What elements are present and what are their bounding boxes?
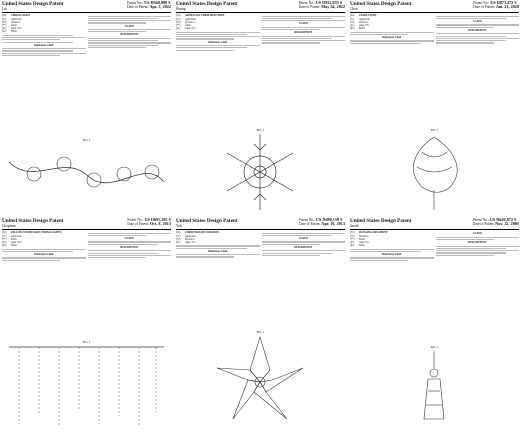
date-label: Date of Patent: <box>298 222 321 227</box>
patent-panel <box>174 0 347 216</box>
refs-heading: References Cited <box>382 253 402 257</box>
biblio-column: (54) CHRISTMAS DECORATION (71) Applicant: (72) Inventor: (21) Appl. No.: References Cited <box>176 231 260 258</box>
appl-no-label: Appl. No.: <box>11 241 23 245</box>
decoration-drawing <box>178 334 343 429</box>
figure-label: FIG. 1 <box>430 128 439 132</box>
claim-heading: CLAIM <box>472 232 482 236</box>
applicant-label: Applicant: <box>185 17 196 21</box>
claim-heading: CLAIM <box>298 237 308 241</box>
appl-no-label: Appl. No.: <box>185 241 197 245</box>
inventor-name: Yeh <box>176 224 182 228</box>
inventor-name: Huang <box>176 7 186 11</box>
patent-no-label: Patent No.: <box>298 218 316 222</box>
patent-title: United States Design Patent <box>2 1 64 7</box>
claim-column <box>88 14 172 57</box>
patent-date: Apr. 16, 2013 <box>321 221 345 227</box>
appl-no-label: Appl. No.: <box>11 27 23 31</box>
claim-heading: CLAIM <box>124 24 134 28</box>
patent-date: Jan. 21, 2020 <box>495 4 519 10</box>
description-heading: DESCRIPTION <box>120 245 139 249</box>
figure-drawing <box>178 330 343 429</box>
claim-column <box>262 14 346 51</box>
patent-date: Apr. 5, 2022 <box>149 4 171 10</box>
patent-heading: HANGING ORNAMENT <box>359 231 388 235</box>
patent-no-label: Patent No.: <box>298 1 315 5</box>
stake-light-drawing <box>352 132 517 212</box>
patent-header <box>2 218 171 230</box>
filed-label: Filed: <box>11 244 18 248</box>
refs-heading: References Cited <box>208 249 228 253</box>
applicant-label: Applicant: <box>11 234 22 238</box>
filed-label: Filed: <box>11 30 18 34</box>
applicant-label: Applicant: <box>359 17 370 21</box>
patent-date: May 24, 2022 <box>321 4 345 10</box>
description-heading: DESCRIPTION <box>294 245 313 249</box>
description-heading: DESCRIPTION <box>294 31 313 35</box>
claim-column <box>262 231 346 258</box>
patent-panel <box>174 217 347 433</box>
biblio-column: (54) STRING LIGHT (71) Applicant: (72) Inventor: (**) Term: (21) Appl. No.: (22) Filed: References Cited <box>2 14 86 57</box>
claim-heading: CLAIM <box>124 237 134 241</box>
refs-heading: References Cited <box>382 36 402 40</box>
claim-heading: CLAIM <box>472 20 482 24</box>
patent-title: United States Design Patent <box>2 218 64 224</box>
patent-number: US D952,935 S <box>315 0 343 5</box>
inventor-label: Inventor: <box>11 20 21 24</box>
appl-no-label: Appl. No.: <box>359 24 371 28</box>
date-label: Date of Patent: <box>473 5 495 10</box>
refs-heading: References Cited <box>34 253 54 257</box>
patent-number: US D873,472 S <box>490 0 517 5</box>
date-label: Date of Patent: <box>472 222 495 227</box>
term-label: Term: <box>185 24 192 28</box>
refs-heading: References Cited <box>34 43 54 47</box>
figure-label: FIG. 1 <box>256 128 265 132</box>
patent-no-label: Patent No.: <box>127 1 144 5</box>
patent-header <box>350 218 519 230</box>
biblio-column: (54) HANGING ORNAMENT (72) Inventor: (**) Term: (21) Appl. No.: (22) Filed: References Cited <box>350 231 434 262</box>
patent-heading: STAKE LIGHT <box>359 14 377 18</box>
date-label: Date of Patent: <box>127 222 149 227</box>
applicant-label: Applicant: <box>11 17 22 21</box>
biblio-column: (54) ARTIFICIAL CHRISTMAS TREE (71) Applicant: (72) Inventor: (**) Term: (21) Appl. No.: References Cited <box>176 14 260 51</box>
inventor-label: Inventor: <box>359 234 369 238</box>
patent-no-label: Patent No.: <box>472 218 489 222</box>
claim-heading: CLAIM <box>298 22 308 26</box>
figure-drawing <box>352 128 517 212</box>
figure-drawing <box>4 340 169 429</box>
figure-label: FIG. 1 <box>82 340 91 344</box>
inventor-name: Chapman <box>2 224 16 228</box>
patent-no-label: Patent No.: <box>473 1 490 5</box>
inventor-name: Lin <box>2 7 7 11</box>
description-heading: DESCRIPTION <box>468 28 487 32</box>
figure-label: FIG. 1 <box>256 330 265 334</box>
inventor-label: Inventor: <box>185 20 195 24</box>
inventor-label: Inventor: <box>359 20 369 24</box>
figure-label: FIG. 1 <box>82 138 91 142</box>
term-label: Term: <box>11 24 18 28</box>
patent-date: Oct. 8, 2013 <box>149 221 171 227</box>
inventor-label: Inventor: <box>185 237 195 241</box>
string-light-drawing <box>4 142 169 212</box>
claim-column <box>436 231 520 262</box>
patent-panel <box>0 217 173 433</box>
patent-number: US D948,000 S <box>144 0 171 5</box>
description-heading: DESCRIPTION <box>468 241 487 245</box>
patent-date: Nov. 22, 2005 <box>495 221 519 227</box>
claim-column <box>436 14 520 45</box>
date-label: Date of Patent: <box>127 5 149 10</box>
figure-drawing <box>352 345 517 429</box>
filed-label: Filed: <box>359 27 366 31</box>
term-label: Term: <box>359 237 366 241</box>
patent-title: United States Design Patent <box>350 1 412 7</box>
patent-header <box>176 218 345 230</box>
patent-no-label: Patent No.: <box>127 218 144 222</box>
biblio-column: (54) STAKE LIGHT (71) Applicant: (72) Inventor: (21) Appl. No.: (22) Filed: References Cited <box>350 14 434 45</box>
patent-title: United States Design Patent <box>350 218 412 224</box>
figure-label: FIG. 1 <box>430 345 439 349</box>
patent-panel <box>348 0 521 216</box>
claim-column <box>88 231 172 262</box>
patent-heading: CHRISTMAS DECORATION <box>185 231 220 235</box>
falling-lights-drawing <box>4 344 169 429</box>
patent-header <box>176 1 345 13</box>
term-label: Term: <box>11 237 18 241</box>
snowflake-drawing <box>178 132 343 212</box>
filed-label: Filed: <box>359 244 366 248</box>
ornament-drawing <box>352 349 517 429</box>
date-label: Date of Patent: <box>298 5 321 10</box>
patent-heading: STRING LIGHT <box>11 14 31 18</box>
patent-heading: ARTIFICIAL CHRISTMAS TREE <box>185 14 225 18</box>
patent-heading: FALLING SNOWFLAKE STRING LIGHTS <box>11 231 62 235</box>
patent-number: US D680,159 S <box>316 217 343 222</box>
patent-number: US D646,872 S <box>489 217 517 222</box>
applicant-label: Applicant: <box>185 234 196 238</box>
inventor-name: Chen <box>350 7 358 11</box>
patent-number: US D691,295 S <box>144 217 171 222</box>
biblio-column: (54) FALLING SNOWFLAKE STRING LIGHTS (71) Applicant: (**) Term: (21) Appl. No.: (22) Filed: References Cited <box>2 231 86 262</box>
patent-panel <box>0 0 173 216</box>
patent-header <box>2 1 171 13</box>
description-heading: DESCRIPTION <box>120 33 139 37</box>
appl-no-label: Appl. No.: <box>185 27 197 31</box>
inventor-name: Smith <box>350 224 359 228</box>
patent-title: United States Design Patent <box>176 218 238 224</box>
patent-title: United States Design Patent <box>176 1 238 7</box>
patent-panel <box>348 217 521 433</box>
appl-no-label: Appl. No.: <box>359 241 371 245</box>
patent-header <box>350 1 519 13</box>
refs-heading: References Cited <box>208 40 228 44</box>
figure-drawing <box>178 128 343 212</box>
figure-drawing <box>4 138 169 212</box>
